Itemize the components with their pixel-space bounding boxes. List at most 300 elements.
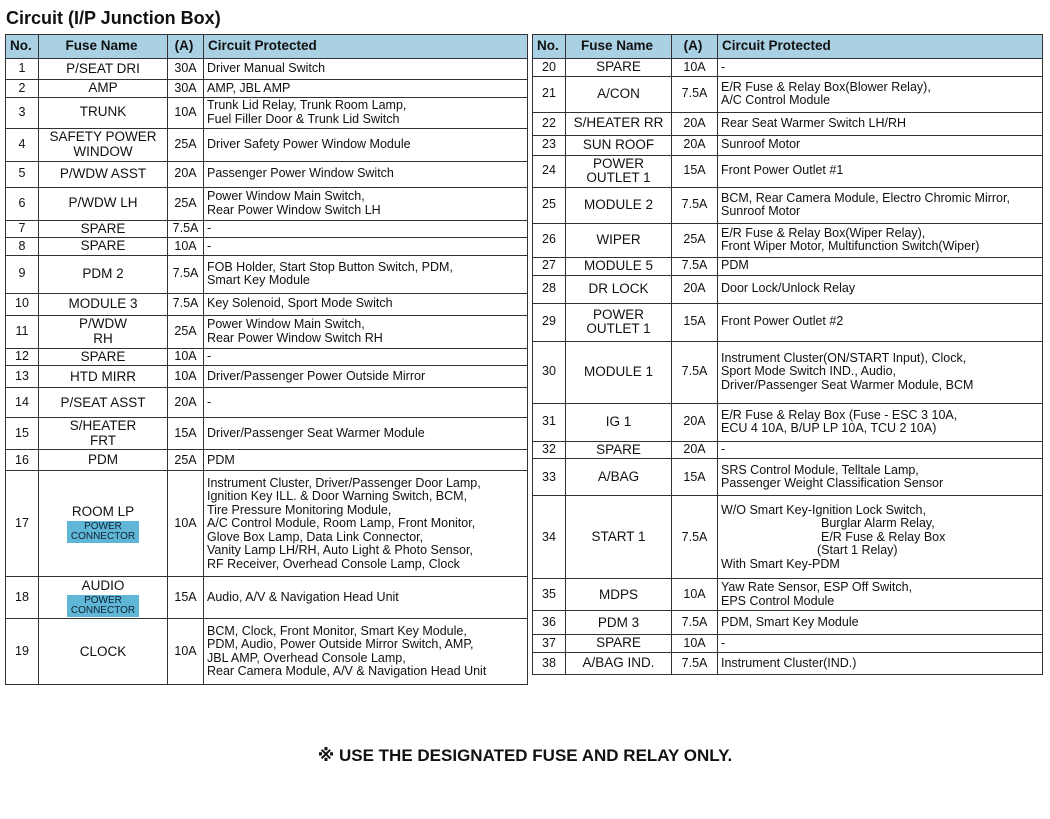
- circuit-line: E/R Fuse & Relay Box: [821, 529, 946, 544]
- fuse-amperage: 7.5A: [168, 220, 204, 238]
- fuse-number: 38: [533, 652, 566, 674]
- fuse-amperage: 7.5A: [168, 255, 204, 293]
- fuse-number: 30: [533, 341, 566, 403]
- circuit-protected: [204, 315, 528, 348]
- table-row: [533, 496, 1043, 579]
- circuit-line: Instrument Cluster(IND.): [721, 655, 857, 670]
- table-row: [6, 59, 528, 80]
- circuit-line: Passenger Power Window Switch: [207, 166, 394, 181]
- circuit-line: PDM: [721, 258, 749, 273]
- table-row: [533, 635, 1043, 653]
- table-row: [6, 161, 528, 187]
- fuse-name: [566, 155, 672, 187]
- circuit-protected: [718, 303, 1043, 341]
- circuit-protected: [204, 238, 528, 256]
- fuse-name: [566, 459, 672, 496]
- fuse-name: [39, 366, 168, 388]
- circuit-protected: [204, 471, 528, 577]
- fuse-name-line: A/CON: [597, 85, 640, 101]
- fuse-amperage: 10A: [168, 619, 204, 685]
- circuit-protected: [204, 619, 528, 685]
- fuse-amperage: 10A: [672, 635, 718, 653]
- circuit-line: Driver/Passenger Seat Warmer Module: [207, 426, 425, 441]
- circuit-line: Power Window Main Switch,: [207, 189, 365, 204]
- fuse-name: [566, 652, 672, 674]
- circuit-protected: [204, 388, 528, 418]
- fuse-name-line: P/WDW LH: [68, 195, 138, 211]
- circuit-line: Driver/Passenger Seat Warmer Module, BCM: [721, 377, 974, 392]
- circuit-line: Front Wiper Motor, Multifunction Switch(Wiper): [721, 239, 980, 254]
- fuse-name-line: P/SEAT ASST: [60, 394, 146, 410]
- fuse-name-line: CLOCK: [79, 643, 127, 659]
- fuse-amperage: 7.5A: [672, 187, 718, 223]
- fuse-name-line: SPARE: [80, 348, 126, 364]
- circuit-line: With Smart Key-PDM: [721, 556, 840, 571]
- fuse-name-line: MODULE 5: [583, 257, 654, 273]
- fuse-number: 27: [533, 257, 566, 275]
- circuit-protected: [204, 80, 528, 98]
- fuse-amperage: 7.5A: [672, 496, 718, 579]
- circuit-line: Rear Power Window Switch RH: [207, 330, 383, 345]
- circuit-line: Driver Manual Switch: [207, 61, 326, 76]
- circuit-line: Power Window Main Switch,: [207, 317, 365, 332]
- fuse-amperage: 10A: [168, 97, 204, 128]
- fuse-name-line: FRT: [90, 432, 116, 448]
- circuit-line: JBL AMP, Overhead Console Lamp,: [207, 650, 406, 665]
- circuit-line: Driver/Passenger Power Outside Mirror: [207, 369, 426, 384]
- table-row: [6, 220, 528, 238]
- circuit-line: Door Lock/Unlock Relay: [721, 281, 856, 296]
- fuse-number: 15: [6, 418, 39, 450]
- circuit-line: A/C Control Module: [721, 93, 831, 108]
- fuse-number: 35: [533, 579, 566, 611]
- header-fuse-name: Fuse Name: [39, 35, 168, 59]
- table-row: [533, 303, 1043, 341]
- fuse-name-line: P/SEAT DRI: [66, 60, 140, 76]
- table-row: [6, 450, 528, 471]
- fuse-number: 19: [6, 619, 39, 685]
- table-row: [6, 348, 528, 366]
- table-row: [533, 275, 1043, 303]
- fuse-name-line: WIPER: [596, 231, 641, 247]
- footnote-warning: ※ USE THE DESIGNATED FUSE AND RELAY ONLY.: [317, 746, 733, 765]
- circuit-line: Sunroof Motor: [721, 137, 801, 152]
- fuse-table-right: [532, 34, 1043, 675]
- fuse-amperage: 25A: [672, 223, 718, 257]
- circuit-line: BCM, Clock, Front Monitor, Smart Key Module,: [207, 623, 467, 638]
- fuse-number: 3: [6, 97, 39, 128]
- circuit-protected: [204, 348, 528, 366]
- fuse-number: 4: [6, 128, 39, 161]
- fuse-number: 33: [533, 459, 566, 496]
- circuit-line: BCM, Rear Camera Module, Electro Chromic Mirror,: [721, 190, 1010, 205]
- fuse-name-line: SAFETY POWER: [49, 129, 157, 144]
- fuse-number: 8: [6, 238, 39, 256]
- table-row: [6, 80, 528, 98]
- fuse-number: 1: [6, 59, 39, 80]
- badge-line: POWER: [84, 521, 122, 533]
- circuit-line: Audio, A/V & Navigation Head Unit: [207, 590, 399, 605]
- fuse-name-line: MODULE 3: [68, 295, 138, 311]
- table-row: [533, 257, 1043, 275]
- circuit-protected: [718, 223, 1043, 257]
- circuit-protected: [204, 418, 528, 450]
- circuit-line: -: [207, 349, 212, 364]
- fuse-name: [566, 187, 672, 223]
- circuit-line: SRS Control Module, Telltale Lamp,: [721, 462, 919, 477]
- fuse-name-line: RH: [93, 330, 113, 346]
- fuse-name: [39, 187, 168, 220]
- fuse-name-line: SPARE: [80, 238, 126, 254]
- table-row: [533, 403, 1043, 441]
- fuse-name: [566, 76, 672, 112]
- fuse-number: 23: [533, 135, 566, 155]
- fuse-name: [39, 293, 168, 315]
- fuse-name-line: A/BAG: [597, 469, 640, 485]
- circuit-line: Tire Pressure Monitoring Module,: [207, 502, 392, 517]
- fuse-name-line: PDM 3: [597, 614, 640, 630]
- circuit-protected: [204, 577, 528, 619]
- fuse-name: [566, 635, 672, 653]
- fuse-name: [39, 97, 168, 128]
- fuse-amperage: 10A: [168, 366, 204, 388]
- fuse-amperage: 30A: [168, 59, 204, 80]
- fuse-name-line: SPARE: [596, 441, 641, 457]
- fuse-name-line: TRUNK: [79, 104, 127, 120]
- fuse-number: 9: [6, 255, 39, 293]
- fuse-amperage: 25A: [168, 450, 204, 471]
- table-row: [533, 223, 1043, 257]
- circuit-line: PDM, Smart Key Module: [721, 615, 859, 630]
- fuse-amperage: 15A: [672, 459, 718, 496]
- table-row: [533, 611, 1043, 635]
- circuit-line: Vanity Lamp LH/RH, Auto Light & Photo Sensor,: [207, 543, 473, 558]
- fuse-name: [566, 303, 672, 341]
- table-header-row: [6, 35, 528, 59]
- circuit-protected: [204, 161, 528, 187]
- fuse-amperage: 20A: [672, 135, 718, 155]
- circuit-line: -: [721, 635, 726, 650]
- fuse-name: [39, 238, 168, 256]
- table-row: [6, 293, 528, 315]
- circuit-protected: [204, 59, 528, 80]
- header-amperage: (A): [168, 35, 204, 59]
- circuit-protected: [204, 450, 528, 471]
- fuse-amperage: 20A: [672, 112, 718, 135]
- badge-line: CONNECTOR: [70, 605, 136, 617]
- fuse-name-line: AUDIO: [81, 577, 125, 593]
- fuse-name: [39, 471, 168, 577]
- circuit-protected: [718, 76, 1043, 112]
- fuse-amperage: 10A: [168, 238, 204, 256]
- fuse-name: [39, 59, 168, 80]
- circuit-line: Rear Camera Module, A/V & Navigation Head Unit: [207, 664, 487, 679]
- circuit-line: E/R Fuse & Relay Box(Wiper Relay),: [721, 225, 926, 240]
- fuse-number: 7: [6, 220, 39, 238]
- fuse-number: 17: [6, 471, 39, 577]
- badge-line: POWER: [84, 595, 122, 607]
- fuse-name-line: SPARE: [80, 220, 126, 236]
- fuse-amperage: 25A: [168, 128, 204, 161]
- circuit-protected: [718, 403, 1043, 441]
- fuse-name: [566, 135, 672, 155]
- fuse-name: [39, 418, 168, 450]
- fuse-name: [39, 577, 168, 619]
- fuse-name-line: PDM 2: [82, 265, 124, 281]
- circuit-line: Sport Mode Switch IND., Audio,: [721, 364, 897, 379]
- table-row: [6, 128, 528, 161]
- fuse-number: 14: [6, 388, 39, 418]
- fuse-number: 37: [533, 635, 566, 653]
- fuse-name-line: POWER: [592, 306, 644, 322]
- fuse-amperage: 20A: [672, 441, 718, 459]
- fuse-number: 26: [533, 223, 566, 257]
- fuse-number: 11: [6, 315, 39, 348]
- circuit-protected: [718, 187, 1043, 223]
- circuit-line: (Start 1 Relay): [817, 543, 898, 558]
- table-row: [533, 459, 1043, 496]
- badge-line: CONNECTOR: [70, 531, 136, 543]
- fuse-amperage: 15A: [672, 303, 718, 341]
- circuit-protected: [718, 59, 1043, 77]
- table-row: [6, 97, 528, 128]
- table-row: [6, 619, 528, 685]
- fuse-number: 31: [533, 403, 566, 441]
- header-circuit-protected: Circuit Protected: [204, 35, 528, 59]
- fuse-amperage: 15A: [672, 155, 718, 187]
- circuit-protected: [204, 255, 528, 293]
- fuse-number: 21: [533, 76, 566, 112]
- fuse-table-right-body: [533, 59, 1043, 675]
- fuse-name: [39, 619, 168, 685]
- fuse-name: [566, 341, 672, 403]
- header-fuse-name: Fuse Name: [566, 35, 672, 59]
- circuit-line: Passenger Weight Classification Sensor: [721, 476, 944, 491]
- table-row: [533, 155, 1043, 187]
- fuse-name-line: P/WDW ASST: [59, 165, 147, 181]
- fuse-name-line: POWER: [592, 155, 644, 171]
- table-row: [533, 579, 1043, 611]
- circuit-protected: [718, 441, 1043, 459]
- table-row: [6, 187, 528, 220]
- fuse-number: 22: [533, 112, 566, 135]
- fuse-name: [566, 496, 672, 579]
- fuse-amperage: 15A: [168, 418, 204, 450]
- power-connector-badge: [67, 521, 139, 543]
- fuse-amperage: 7.5A: [672, 76, 718, 112]
- table-row: [6, 471, 528, 577]
- circuit-line: A/C Control Module, Room Lamp, Front Monitor,: [207, 516, 476, 531]
- fuse-name-line: DR LOCK: [588, 280, 649, 296]
- fuse-name: [566, 223, 672, 257]
- fuse-number: 10: [6, 293, 39, 315]
- circuit-line: Rear Power Window Switch LH: [207, 202, 381, 217]
- fuse-name: [566, 275, 672, 303]
- fuse-number: 36: [533, 611, 566, 635]
- fuse-amperage: 7.5A: [672, 652, 718, 674]
- circuit-line: Glove Box Lamp, Data Link Connector,: [207, 529, 424, 544]
- fuse-name-line: SUN ROOF: [582, 136, 655, 152]
- table-row: [6, 315, 528, 348]
- circuit-protected: [204, 187, 528, 220]
- fuse-number: 32: [533, 441, 566, 459]
- fuse-table-left: [5, 34, 528, 685]
- fuse-name-line: OUTLET 1: [586, 321, 651, 337]
- circuit-protected: [718, 652, 1043, 674]
- fuse-name: [566, 579, 672, 611]
- circuit-line: E/R Fuse & Relay Box (Fuse - ESC 3 10A,: [721, 407, 958, 422]
- fuse-number: 18: [6, 577, 39, 619]
- circuit-protected: [204, 128, 528, 161]
- fuse-number: 25: [533, 187, 566, 223]
- fuse-amperage: 10A: [168, 348, 204, 366]
- circuit-line: ECU 4 10A, B/UP LP 10A, TCU 2 10A): [721, 421, 937, 436]
- circuit-line: Key Solenoid, Sport Mode Switch: [207, 296, 393, 311]
- circuit-line: Fuel Filler Door & Trunk Lid Switch: [207, 111, 400, 126]
- fuse-amperage: 20A: [672, 403, 718, 441]
- fuse-amperage: 7.5A: [168, 293, 204, 315]
- circuit-line: Driver Safety Power Window Module: [207, 136, 411, 151]
- circuit-protected: [204, 366, 528, 388]
- fuse-name: [39, 128, 168, 161]
- fuse-amperage: 15A: [168, 577, 204, 619]
- circuit-line: Ignition Key ILL. & Door Warning Switch, BCM,: [207, 489, 468, 504]
- fuse-number: 12: [6, 348, 39, 366]
- fuse-number: 5: [6, 161, 39, 187]
- circuit-protected: [718, 496, 1043, 579]
- circuit-line: W/O Smart Key-Ignition Lock Switch,: [721, 502, 926, 517]
- fuse-name: [39, 450, 168, 471]
- fuse-name-line: A/BAG IND.: [582, 655, 655, 671]
- fuse-number: 2: [6, 80, 39, 98]
- table-row: [6, 388, 528, 418]
- circuit-protected: [718, 275, 1043, 303]
- circuit-protected: [204, 97, 528, 128]
- fuse-amperage: 20A: [168, 161, 204, 187]
- circuit-line: Front Power Outlet #1: [721, 163, 844, 178]
- circuit-line: -: [721, 59, 726, 74]
- circuit-line: Front Power Outlet #2: [721, 314, 844, 329]
- fuse-number: 29: [533, 303, 566, 341]
- circuit-protected: [204, 293, 528, 315]
- table-row: [6, 418, 528, 450]
- fuse-name: [566, 441, 672, 459]
- fuse-amperage: 10A: [672, 59, 718, 77]
- fuse-name: [39, 220, 168, 238]
- fuse-amperage: 7.5A: [672, 341, 718, 403]
- fuse-number: 34: [533, 496, 566, 579]
- circuit-line: Instrument Cluster(ON/START Input), Clock,: [721, 350, 967, 365]
- table-row: [533, 112, 1043, 135]
- circuit-line: -: [207, 238, 212, 253]
- fuse-name: [39, 161, 168, 187]
- table-header-row: [533, 35, 1043, 59]
- table-row: [533, 341, 1043, 403]
- fuse-amperage: 20A: [168, 388, 204, 418]
- fuse-name-line: SPARE: [596, 59, 641, 74]
- table-row: [533, 187, 1043, 223]
- circuit-line: EPS Control Module: [721, 593, 835, 608]
- table-row: [533, 135, 1043, 155]
- circuit-line: Smart Key Module: [207, 273, 310, 288]
- fuse-name-line: ROOM LP: [71, 503, 135, 519]
- circuit-protected: [718, 112, 1043, 135]
- fuse-name-line: P/WDW: [79, 316, 127, 332]
- circuit-protected: [718, 341, 1043, 403]
- circuit-line: PDM, Audio, Power Outside Mirror Switch, AMP,: [207, 637, 474, 652]
- fuse-name: [39, 388, 168, 418]
- circuit-line: Instrument Cluster, Driver/Passenger Door Lamp,: [207, 475, 481, 490]
- circuit-line: Yaw Rate Sensor, ESP Off Switch,: [721, 580, 913, 595]
- fuse-name: [39, 348, 168, 366]
- table-row: [533, 441, 1043, 459]
- header-amperage: (A): [672, 35, 718, 59]
- fuse-number: 16: [6, 450, 39, 471]
- fuse-name-line: SPARE: [596, 635, 641, 651]
- circuit-protected: [718, 579, 1043, 611]
- circuit-line: Sunroof Motor: [721, 204, 801, 219]
- circuit-protected: [718, 635, 1043, 653]
- circuit-line: Trunk Lid Relay, Trunk Room Lamp,: [207, 98, 407, 113]
- fuse-name-line: START 1: [591, 529, 646, 545]
- fuse-amperage: 25A: [168, 315, 204, 348]
- fuse-number: 6: [6, 187, 39, 220]
- circuit-protected: [718, 155, 1043, 187]
- fuse-name: [39, 80, 168, 98]
- fuse-amperage: 7.5A: [672, 257, 718, 275]
- circuit-line: AMP, JBL AMP: [207, 80, 291, 95]
- table-row: [533, 76, 1043, 112]
- fuse-number: 24: [533, 155, 566, 187]
- table-row: [533, 59, 1043, 77]
- circuit-line: Burglar Alarm Relay,: [821, 516, 935, 531]
- fuse-amperage: 30A: [168, 80, 204, 98]
- fuse-name-line: S/HEATER: [69, 418, 137, 434]
- fuse-name-line: WINDOW: [73, 143, 133, 159]
- circuit-protected: [718, 459, 1043, 496]
- fuse-name: [39, 315, 168, 348]
- fuse-amperage: 10A: [672, 579, 718, 611]
- table-row: [533, 652, 1043, 674]
- fuse-number: 28: [533, 275, 566, 303]
- table-row: [6, 366, 528, 388]
- fuse-name-line: MODULE 2: [583, 196, 654, 212]
- fuse-name: [566, 403, 672, 441]
- fuse-name-line: MDPS: [598, 586, 638, 602]
- fuse-table-left-body: [6, 59, 528, 685]
- circuit-line: Rear Seat Warmer Switch LH/RH: [721, 115, 906, 130]
- fuse-name-line: MODULE 1: [583, 363, 654, 379]
- fuse-number: 20: [533, 59, 566, 77]
- fuse-number: 13: [6, 366, 39, 388]
- circuit-line: -: [207, 395, 212, 410]
- fuse-name-line: OUTLET 1: [586, 170, 651, 186]
- table-row: [6, 238, 528, 256]
- fuse-name-line: AMP: [88, 80, 118, 95]
- header-no: No.: [6, 35, 39, 59]
- header-no: No.: [533, 35, 566, 59]
- fuse-name-line: HTD MIRR: [70, 368, 136, 384]
- circuit-protected: [204, 220, 528, 238]
- fuse-amperage: 25A: [168, 187, 204, 220]
- fuse-amperage: 10A: [168, 471, 204, 577]
- circuit-protected: [718, 135, 1043, 155]
- fuse-amperage: 20A: [672, 275, 718, 303]
- page-title: Circuit (I/P Junction Box): [6, 8, 221, 28]
- circuit-line: FOB Holder, Start Stop Button Switch, PDM,: [207, 259, 453, 274]
- fuse-name-line: PDM: [88, 452, 118, 468]
- circuit-line: RF Receiver, Overhead Console Lamp, Clock: [207, 556, 460, 571]
